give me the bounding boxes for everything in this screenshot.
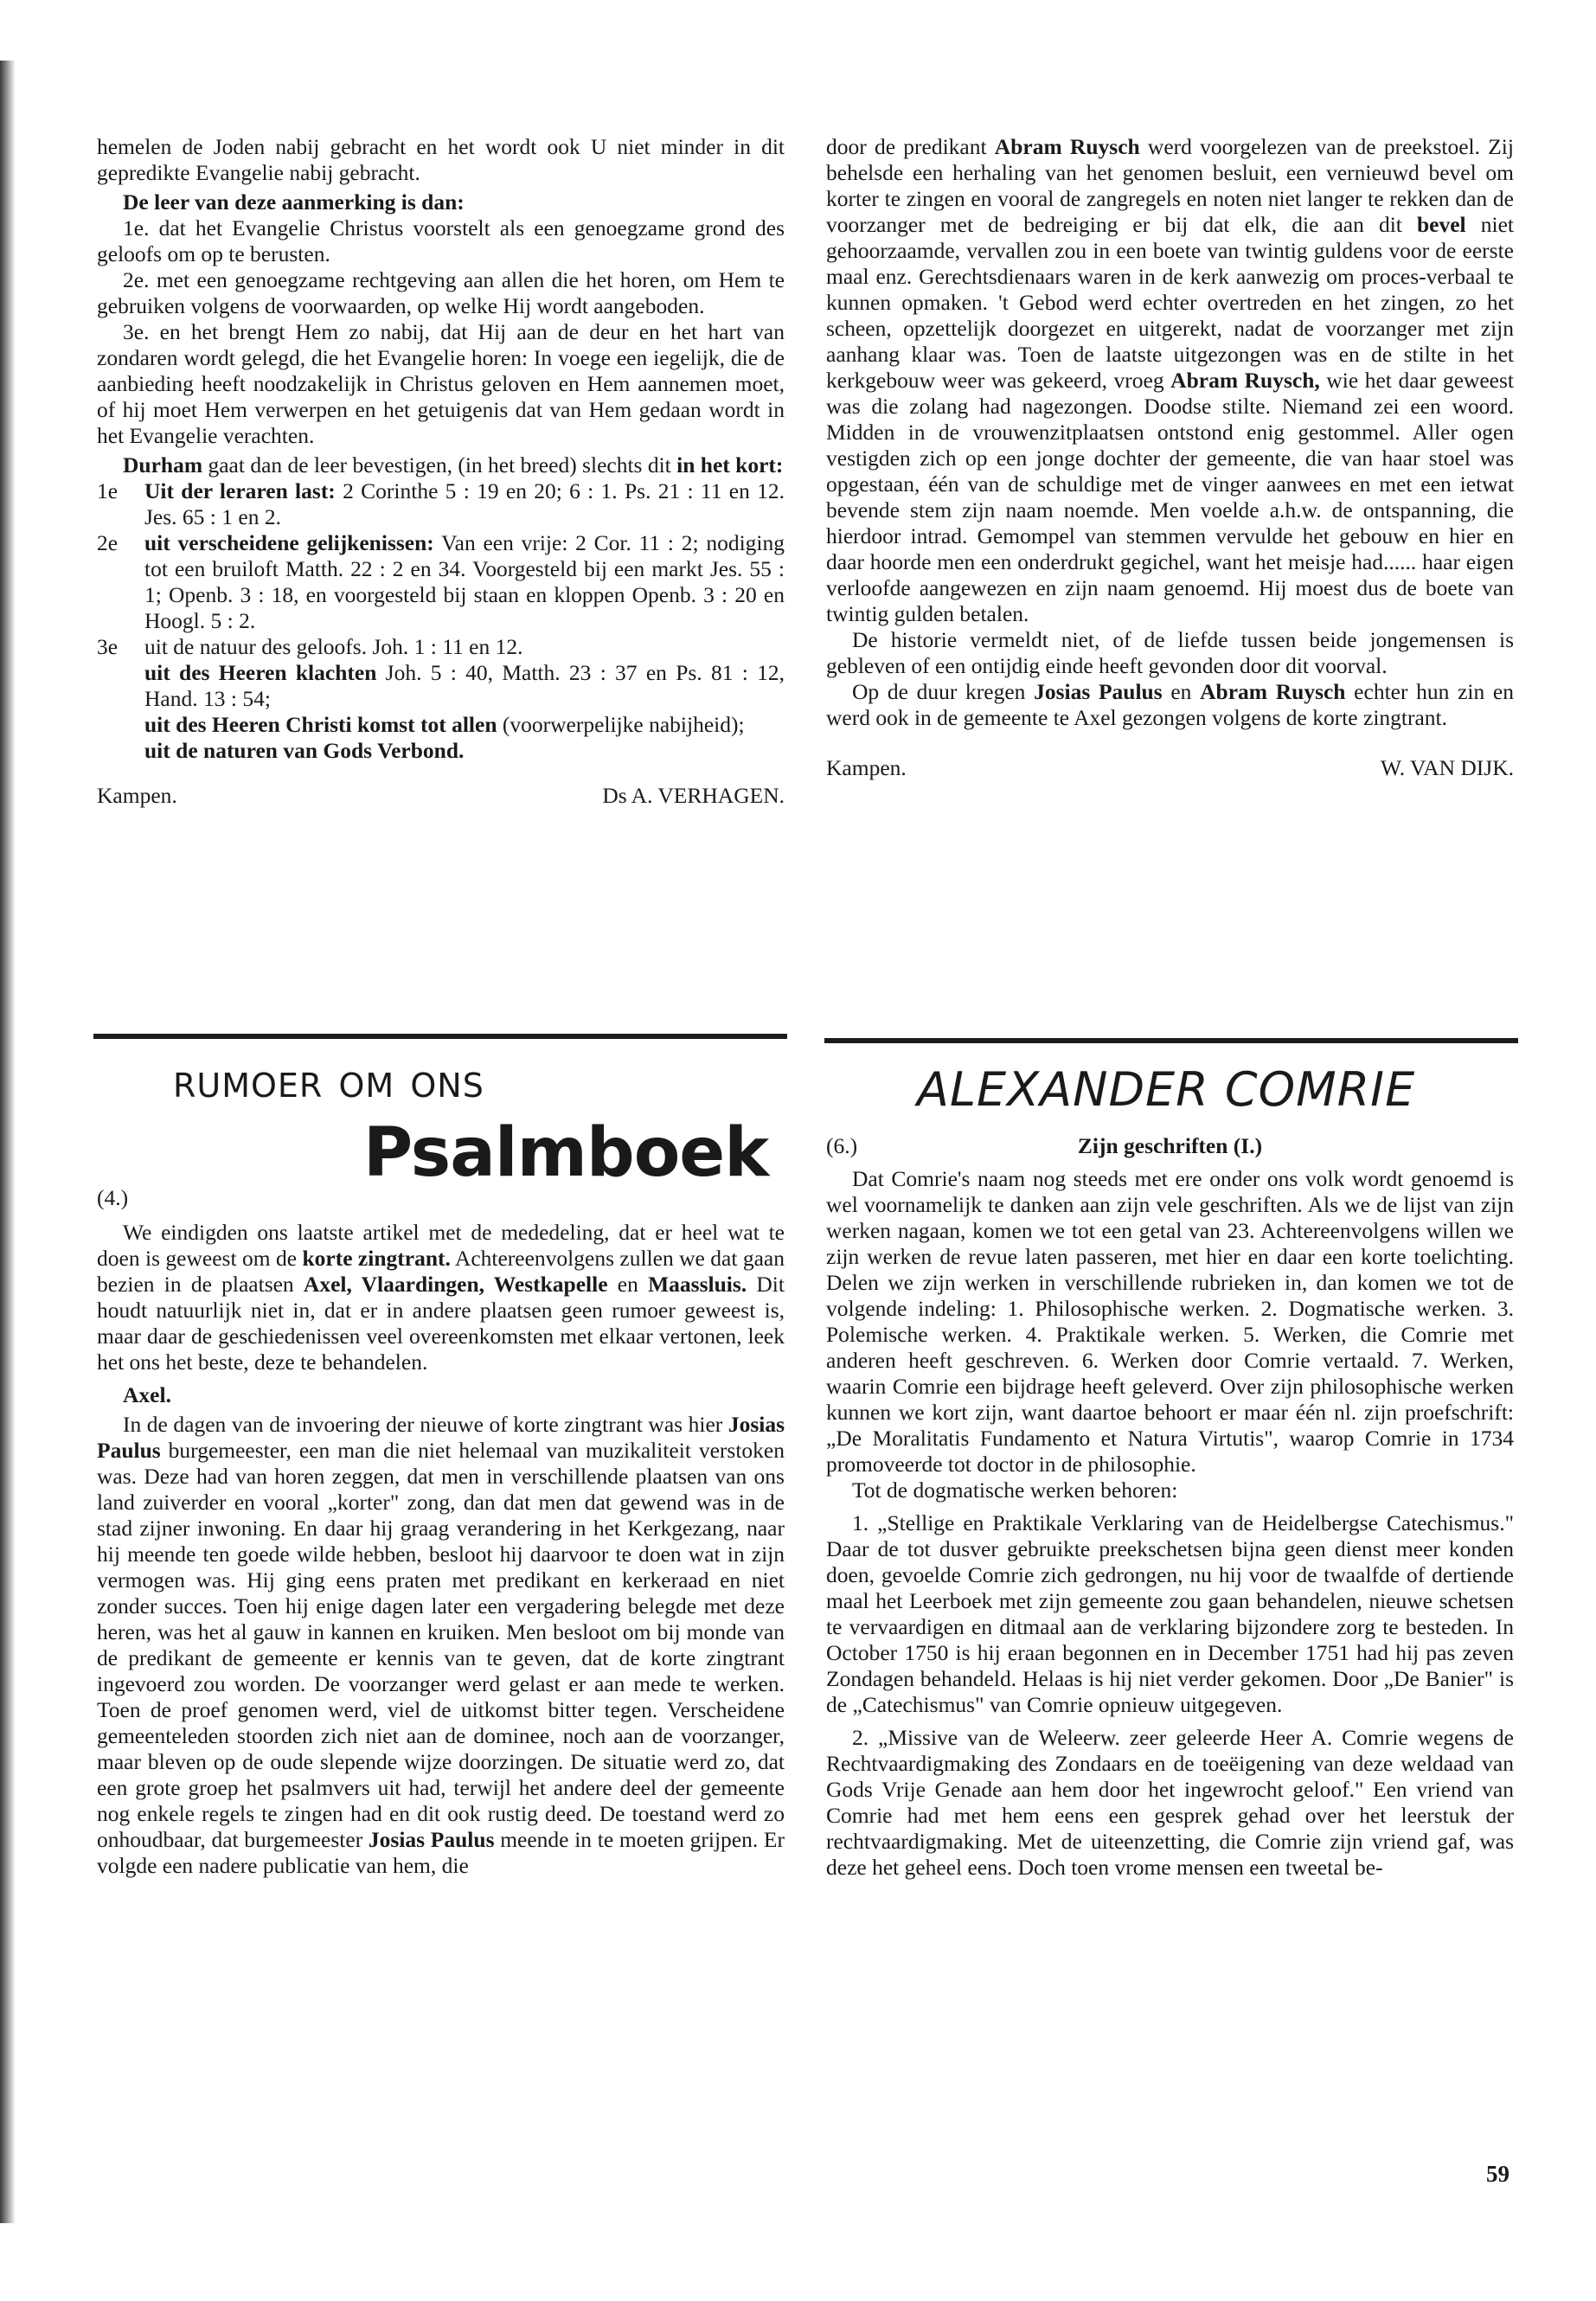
comrie-article	[826, 1133, 1514, 1881]
signature-line: Kampen. Ds A. VERHAGEN.	[97, 783, 785, 808]
paragraph: De leer van deze aanmerking is dan:	[123, 189, 465, 215]
article-number: (4.)	[97, 1185, 129, 1210]
rumoer-article	[97, 1185, 785, 1879]
list-item: 1e Uit der leraren last: 2 Corinthe 5 : 19 en 20; 6 : 1. Ps. 21 : 11 en 12. Jes. 65 : 1 en 2.	[97, 478, 785, 529]
paragraph: 3e. en het brengt Hem zo nabij, dat Hij aan de deur en het hart van zondaren wordt gelegd, die het Evangelie horen: In voege een iegelijk, die de aanbieding heeft noodzakelijk in Christus geloven en Hem aannemen moet, of hij moet Hem verwerpen en het getuigenis dat van Hem gedaan wordt in het Evangelie verachten.	[97, 319, 785, 448]
list-item: 2e uit verscheidene gelijkenissen: Van een vrije: 2 Cor. 11 : 2; nodiging tot een bruiloft Matth. 22 : 2 en 34. Voorgesteld bij een markt Jes. 55 : 1; Openb. 3 : 18, en voorgesteld bij staan en kloppen Openb. 3 : 20 en Hoogl. 5 : 2.	[97, 530, 785, 633]
paragraph: 1. „Stellige en Praktikale Verklaring van de Heidelbergse Catechismus." Daar de tot dusver gebruikte preekschetsen bijna geen dienst meer konden doen, gevoelde Comrie zich gedrongen, nu hij voor de twaalfde of dertiende maal het Leerboek met zijn gemeente zou gaan behandelen, nieuwe schetsen te vervaardigen en ditmaal aan de verklaring bijzondere zorg te besteden. In October 1750 is hij eraan begonnen en in December 1751 had hij pas zeven Zondagen behandeld. Helaas is hij niet verder gekomen. Door „De Banier" is de „Catechismus" van Comrie opnieuw uitgegeven.	[826, 1510, 1514, 1717]
paragraph: door de predikant Abram Ruysch werd voorgelezen van de preekstoel. Zij behelsde een herhaling van het genomen besluit, een vernieuwd bevel om korter te zingen en vooral de zangregels en noten niet langer te rekken dan de voorzanger met de bedreiging er bij dat elk, die aan dit bevel niet gehoorzaamde, vervallen zou in een boete van twintig guldens voor de eerste maal enz. Gerechtsdienaars waren in de kerk aanwezig om proces-verbaal te kunnen opmaken. 't Gebod werd echter overtreden en het zingen, zo het scheen, opzettelijk doorgezet en uitgerekt, nadat de voorzanger met zijn aanhang klaar was. Toen de laatste uitgezongen was en de stilte in het kerkgebouw weer was gekeerd, vroeg Abram Ruysch, wie het daar geweest was die zolang had nagezongen. Doodse stilte. Niemand zei een woord. Midden in de vrouwenzitplaatsen ontstond enig gestommel. Aller ogen vestigden zich op een jonge dochter der gemeente, die van haar stoel was opgestaan, één van de schuldige met de vinger aanwees en met een ietwat bevende stem zijn naam noemde. Men voelde a.h.w. de ontspanning, die hierdoor intrad. Gemompel van stemmen vervulde het gebouw en hier en daar hoorde men een onderdrukt gegichel, want het meisje had...... haar eigen verloofde aangewezen en zijn naam genoemd. Hij moest dus de boete van twintig gulden betalen.	[826, 134, 1515, 626]
paragraph: hemelen de Joden nabij gebracht en het wordt ook U niet minder in dit gepredikte Evangelie nabij gebracht.	[97, 134, 785, 185]
list-item: 3e uit de natuur des geloofs. Joh. 1 : 11 en 12. uit des Heeren klachten Joh. 5 : 40, Matth. 23 : 37 en Ps. 81 : 12, Hand. 13 : 54; uit des Heeren Christi komst tot allen (voorwerpelijke nabijheid); uit de naturen van Gods Verbond.	[97, 634, 785, 763]
section-divider	[824, 1038, 1518, 1043]
article-title-line2: Psalmboek	[363, 1114, 769, 1192]
paragraph: Tot de dogmatische werken behoren:	[852, 1477, 1178, 1503]
right-top-column	[826, 134, 1514, 781]
paragraph: Op de duur kregen Josias Paulus en Abram Ruysch echter hun zin en werd ook in de gemeente te Axel gezongen volgens de korte zingtrant.	[826, 679, 1514, 730]
article-title-line1: rumoer om ons	[173, 1054, 484, 1108]
signature-line: Kampen. W. VAN DIJK.	[826, 755, 1514, 780]
paragraph: 2e. met een genoegzame rechtgeving aan allen die het horen, om Hem te gebruiken volgens de voorwaarden, op welke Hij wordt aangeboden.	[97, 267, 785, 318]
paragraph: 2. „Missive van de Weleerw. zeer geleerde Heer A. Comrie wegens de Rechtvaardigmaking des Zondaars en de toeëigening van deze weldaad van Gods Vrije Genade aan hem door het ingewrocht geloof." Een vriend van Comrie had met hem eens een gesprek gehad over het leerstuk der rechtvaardigmaking. Met de uiteenzetting, die Comrie zijn vriend gaf, was deze het geheel eens. Doch toen vrome mensen een tweetal be-	[826, 1725, 1514, 1880]
paragraph: Dat Comrie's naam nog steeds met ere onder ons volk wordt genoemd is wel voornamelijk te danken aan zijn vele geschriften. Als we de lijst van zijn werken nagaan, komen we tot een getal van 23. Achtereenvolgens willen we zijn werken de revue laten passeren, met hier en daar een korte toelichting. Delen we zijn werken in verschillende rubrieken in, dan komen we tot de volgende indeling: 1. Philosophische werken. 2. Dogmatische werken. 3. Polemische werken. 4. Praktikale werken. 5. Werken, die Comrie met anderen heeft geschreven. 6. Werken door Comrie vertaald. 7. Werken, waarin Comrie een bijdrage heeft geleverd. Over zijn philosophische werken kunnen we kort zijn, want daartoe behoort er maar één nl. zijn proefschrift: „De Moralitatis Fundamento et Natura Virtutis", waarop Comrie in 1734 promoveerde tot doctor in de philosophie.	[826, 1166, 1514, 1477]
page-number: 59	[1486, 2161, 1509, 2187]
paragraph: We eindigden ons laatste artikel met de mededeling, dat er heel wat te doen is geweest om de korte zingtrant. Achtereenvolgens zullen we dat gaan bezien in de plaatsen Axel, Vlaardingen, Westkapelle en Maassluis. Dit houdt natuurlijk niet in, dat er in andere plaatsen geen rumoer geweest is, maar daar de geschiedenissen veel overeenkomsten met elkaar vertonen, leek het ons het beste, deze te behandelen.	[97, 1220, 785, 1375]
paragraph: In de dagen van de invoering der nieuwe of korte zingtrant was hier Josias Paulus burgemeester, een man die niet helemaal van muzikaliteit verstoken was. Deze had van horen zeggen, dat men in verschillende plaatsen van ons land zuiverder en vooral „korter" zong, dan dat men dat gewend was in de stad zijner inwoning. En daar hij graag verandering in het Kerkgezang, naar hij meende ten goede wilde hebben, besloot hij daarvoor te doen wat in zijn vermogen was. Hij ging eens praten met predikant en kerkeraad en niet zonder succes. Toen hij enige dagen later een vergadering belegde met deze heren, was het al gauw in kannen en kruiken. Men besloot om bij monde van de predikant de gemeente er kennis van te geven, dat de korte zingtrant ingevoerd zou worden. De voorzanger werd gelast er aan mede te werken. Toen de proef genomen werd, viel de uitkomst bitter tegen. Verscheidene gemeenteleden stoorden zich niet aan de dominee, noch aan de voorzanger, maar bleven op de oude slepende wijze doorzingen. De situatie werd zo, dat een grote groep het psalmvers uit had, terwijl het andere deel der gemeente nog enkele regels te zingen had en dit ook rustig deed. De toestand werd zo onhoudbaar, dat burgemeester Josias Paulus meende in te moeten grijpen. Er volgde een nadere publicatie van hem, die	[97, 1412, 785, 1878]
paragraph: De historie vermeldt niet, of de liefde tussen beide jongemensen is gebleven of een ontijdig einde heeft gevonden door dit voorval.	[826, 627, 1514, 678]
subheading: Axel.	[123, 1382, 171, 1407]
article-number: (6.)	[826, 1133, 858, 1158]
article-subtitle: Zijn geschriften (I.)	[1077, 1133, 1263, 1158]
paragraph: 1e. dat het Evangelie Christus voorstelt als een genoegzame grond des geloofs om op te berusten.	[97, 215, 785, 266]
section-divider	[93, 1034, 787, 1039]
article-header	[826, 1133, 1514, 1161]
left-top-column	[97, 134, 785, 809]
scan-edge-shadow	[0, 61, 16, 2223]
article-title: ALEXANDER COMRIE	[917, 1062, 1416, 1117]
paragraph: Durham gaat dan de leer bevestigen, (in het breed) slechts dit in het kort:	[123, 452, 784, 478]
